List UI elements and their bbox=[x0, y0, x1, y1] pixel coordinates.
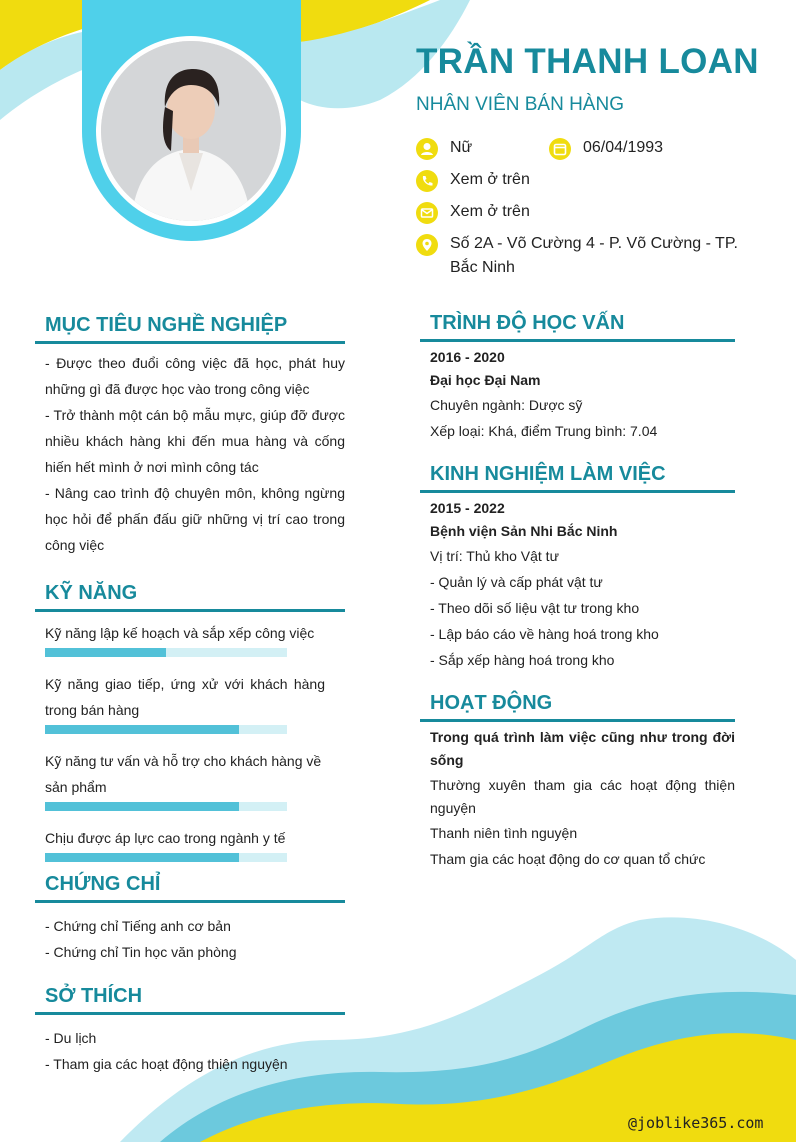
skill-bar-fill bbox=[45, 725, 239, 734]
skill-label: Chịu được áp lực cao trong ngành y tế bbox=[45, 830, 286, 846]
certificates-title: CHỨNG CHỈ bbox=[45, 873, 161, 895]
certificate-item: - Chứng chỉ Tiếng anh cơ bản bbox=[45, 918, 231, 934]
certificates-section bbox=[35, 873, 345, 965]
education-grade: Xếp loại: Khá, điểm Trung bình: 7.04 bbox=[430, 423, 658, 439]
objective-list bbox=[35, 344, 345, 558]
experience-position: Vị trí: Thủ kho Vật tư bbox=[430, 548, 559, 564]
skill-bar bbox=[45, 725, 287, 734]
skill-bar bbox=[45, 853, 287, 862]
education-details bbox=[420, 342, 735, 444]
experience-title: KINH NGHIỆM LÀM VIỆC bbox=[430, 463, 666, 485]
calendar-icon bbox=[549, 138, 571, 160]
gender-row bbox=[416, 138, 536, 162]
hobby-item: - Tham gia các hoạt động thiện nguyện bbox=[45, 1056, 288, 1072]
education-school: Đại học Đại Nam bbox=[430, 372, 541, 388]
email-icon bbox=[416, 202, 438, 224]
gender-value: Nữ bbox=[450, 139, 473, 156]
birthdate-row bbox=[549, 138, 699, 162]
activities-heading: Trong quá trình làm việc cũng như trong đời sống bbox=[430, 729, 735, 768]
skill-item bbox=[45, 671, 345, 734]
candidate-name: TRẦN THANH LOAN bbox=[416, 42, 759, 81]
skills-list bbox=[35, 612, 345, 862]
skill-bar-fill bbox=[45, 853, 239, 862]
activities-section bbox=[420, 692, 735, 872]
education-title: TRÌNH ĐỘ HỌC VẤN bbox=[430, 312, 625, 334]
phone-row bbox=[416, 170, 616, 194]
profile-photo bbox=[101, 41, 281, 221]
objective-title: MỤC TIÊU NGHỀ NGHIỆP bbox=[45, 314, 288, 336]
website-watermark: @joblike365.com bbox=[628, 1114, 764, 1132]
objective-item: - Nâng cao trình độ chuyên môn, không ngừng học hỏi để phấn đấu giữ những vị trí cao trong công việc bbox=[45, 485, 345, 553]
activities-title: HOẠT ĐỘNG bbox=[430, 692, 553, 714]
phone-icon bbox=[416, 170, 438, 192]
address-value: Số 2A - Võ Cường 4 - P. Võ Cường - TP. Bắc Ninh bbox=[450, 235, 738, 276]
experience-company: Bệnh viện Sản Nhi Bắc Ninh bbox=[430, 523, 618, 539]
skill-item bbox=[45, 620, 345, 657]
skill-bar-fill bbox=[45, 648, 166, 657]
email-value: Xem ở trên bbox=[450, 203, 530, 220]
skill-label: Kỹ năng lập kế hoạch và sắp xếp công việc bbox=[45, 625, 315, 641]
activities-details bbox=[420, 722, 735, 872]
skill-bar bbox=[45, 802, 287, 811]
experience-section bbox=[420, 463, 735, 673]
experience-details bbox=[420, 493, 735, 673]
objective-item: - Trở thành một cán bộ mẫu mực, giúp đỡ được nhiều khách hàng khi đến mua hàng và cống hiến hết mình ở nơi mình công tác bbox=[45, 407, 345, 475]
location-pin-icon bbox=[416, 234, 438, 256]
skill-label: Kỹ năng tư vấn và hỗ trợ cho khách hàng về sản phẩm bbox=[45, 753, 322, 795]
skills-section bbox=[35, 582, 345, 862]
skill-bar-fill bbox=[45, 802, 239, 811]
education-period: 2016 - 2020 bbox=[430, 349, 505, 365]
experience-duty: - Theo dõi số liệu vật tư trong kho bbox=[430, 600, 640, 616]
objective-item: - Được theo đuổi công việc đã học, phát huy những gì đã được học vào trong công việc bbox=[45, 355, 345, 397]
birthdate-value: 06/04/1993 bbox=[583, 139, 664, 156]
job-title: NHÂN VIÊN BÁN HÀNG bbox=[416, 94, 624, 115]
skill-label: Kỹ năng giao tiếp, ứng xử với khách hàng trong bán hàng bbox=[45, 676, 325, 718]
hobbies-title: SỞ THÍCH bbox=[45, 985, 143, 1007]
skill-item bbox=[45, 748, 345, 811]
experience-period: 2015 - 2022 bbox=[430, 500, 505, 516]
objective-section bbox=[35, 314, 345, 558]
user-icon bbox=[416, 138, 438, 160]
experience-duty: - Sắp xếp hàng hoá trong kho bbox=[430, 652, 615, 668]
hobby-item: - Du lịch bbox=[45, 1030, 97, 1046]
activity-item: Thường xuyên tham gia các hoạt động thiện nguyện bbox=[430, 777, 735, 816]
certificate-item: - Chứng chỉ Tin học văn phòng bbox=[45, 944, 237, 960]
certificates-list bbox=[35, 903, 345, 965]
hobbies-section bbox=[35, 985, 345, 1077]
education-major: Chuyên ngành: Dược sỹ bbox=[430, 397, 583, 413]
experience-duty: - Lập báo cáo về hàng hoá trong kho bbox=[430, 626, 659, 642]
activity-item: Tham gia các hoạt động do cơ quan tổ chức bbox=[430, 851, 706, 867]
activity-item: Thanh niên tình nguyện bbox=[430, 825, 578, 841]
phone-value: Xem ở trên bbox=[450, 171, 530, 188]
email-row bbox=[416, 202, 616, 226]
person-illustration bbox=[101, 41, 281, 221]
hobbies-list bbox=[35, 1015, 345, 1077]
skill-bar bbox=[45, 648, 287, 657]
experience-duty: - Quản lý và cấp phát vật tư bbox=[430, 574, 603, 590]
skills-title: KỸ NĂNG bbox=[45, 582, 138, 604]
education-section bbox=[420, 312, 735, 444]
skill-item bbox=[45, 825, 345, 862]
address-row bbox=[416, 234, 776, 284]
